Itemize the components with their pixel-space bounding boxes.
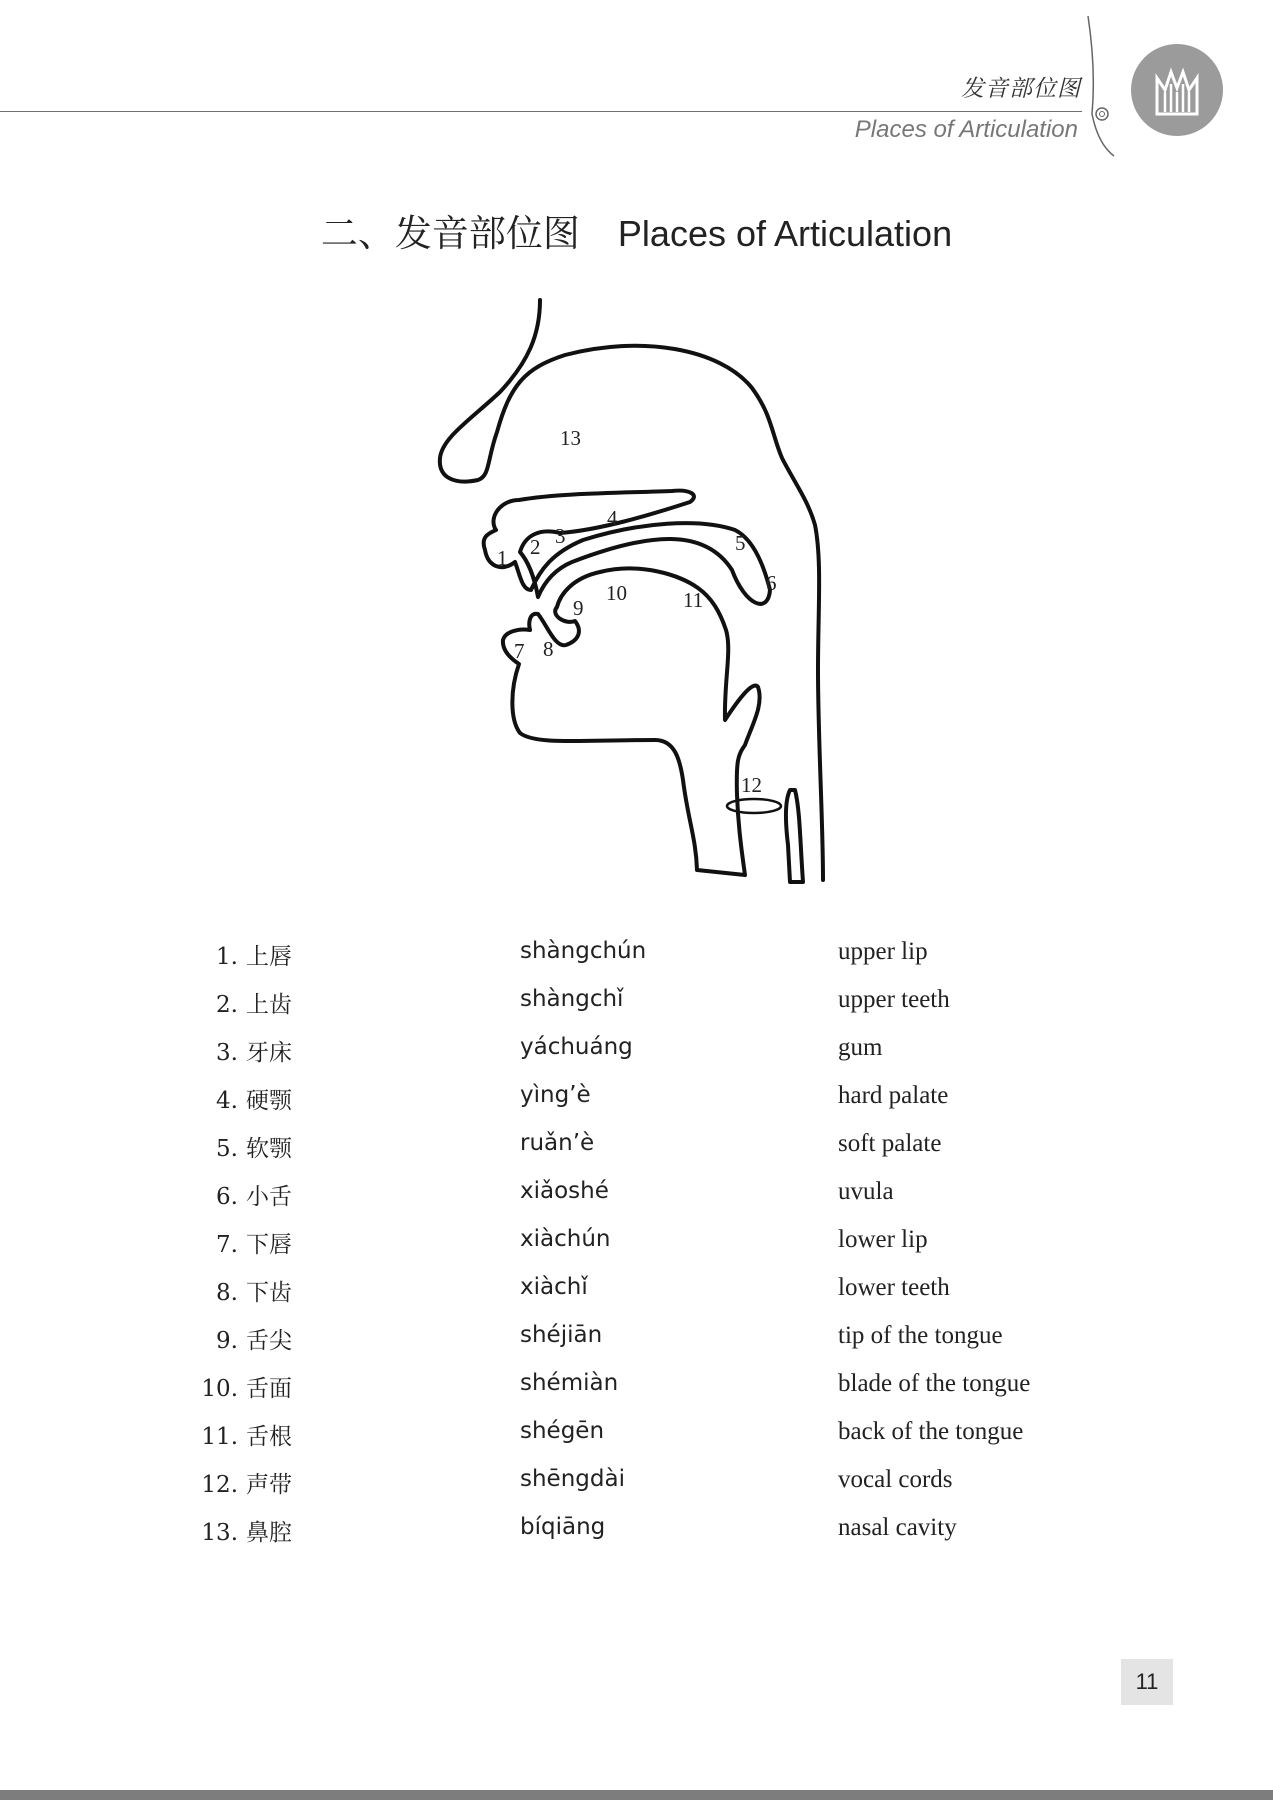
page-title-zh: 二、发音部位图 (320, 212, 580, 255)
list-item (0, 1130, 1273, 1178)
diagram-label-3: 3 (555, 524, 566, 548)
term-number: 6. (216, 1184, 238, 1210)
term-pinyin: shàngchǐ (520, 986, 624, 1012)
term-number: 2. (216, 992, 238, 1018)
term-pinyin: xiàchǐ (520, 1274, 588, 1300)
term-pinyin: bíqiāng (520, 1514, 606, 1540)
list-item (0, 1370, 1273, 1418)
term-english: upper teeth (838, 986, 950, 1013)
diagram-label-1: 1 (497, 546, 508, 570)
term-chinese: 软颚 (246, 1136, 292, 1162)
footer-bar (0, 1790, 1273, 1800)
term-english: lower teeth (838, 1274, 950, 1301)
term-pinyin: shégēn (520, 1418, 605, 1444)
term-number: 4. (216, 1088, 238, 1114)
term-chinese: 鼻腔 (246, 1520, 292, 1546)
term-chinese: 硬颚 (246, 1088, 292, 1114)
term-number: 13. (201, 1520, 238, 1546)
term-number: 5. (216, 1136, 238, 1162)
diagram-label-2: 2 (530, 535, 541, 559)
term-chinese: 小舌 (246, 1184, 292, 1210)
term-chinese: 下齿 (246, 1280, 292, 1306)
term-english: uvula (838, 1178, 894, 1205)
term-english: upper lip (838, 938, 928, 965)
list-item (0, 938, 1273, 986)
list-item (0, 986, 1273, 1034)
list-item (0, 1034, 1273, 1082)
term-number: 3. (216, 1040, 238, 1066)
term-english: tip of the tongue (838, 1322, 1003, 1349)
term-chinese: 声带 (246, 1472, 292, 1498)
diagram-label-13: 13 (560, 426, 581, 450)
diagram-label-4: 4 (607, 506, 618, 530)
term-pinyin: shéjiān (520, 1322, 603, 1348)
page-number: 11 (1121, 1659, 1173, 1705)
diagram-label-7: 7 (514, 639, 525, 663)
page-title-en: Places of Articulation (617, 213, 953, 254)
term-pinyin: yáchuáng (520, 1034, 633, 1060)
list-item (0, 1226, 1273, 1274)
term-english: hard palate (838, 1082, 949, 1109)
term-number: 9. (216, 1328, 238, 1354)
header-chapter-zh: 发音部位图 (961, 76, 1081, 102)
term-chinese: 舌面 (246, 1376, 292, 1402)
term-pinyin: xiàchún (520, 1226, 611, 1252)
list-item (0, 1322, 1273, 1370)
term-chinese: 舌尖 (246, 1328, 292, 1354)
term-english: gum (838, 1034, 883, 1061)
term-chinese: 舌根 (246, 1424, 292, 1450)
header-chapter-en: Places of Articulation (854, 116, 1078, 143)
tongue-outline (503, 568, 760, 875)
diagram-label-12: 12 (741, 773, 762, 797)
diagram-label-5: 5 (735, 531, 746, 555)
diagram-label-8: 8 (543, 637, 554, 661)
term-pinyin: shémiàn (520, 1370, 619, 1396)
term-chinese: 牙床 (246, 1040, 292, 1066)
vocal-cords-ellipse (727, 799, 781, 813)
term-pinyin: shēngdài (520, 1466, 625, 1492)
term-number: 7. (216, 1232, 238, 1258)
diagram-label-11: 11 (683, 588, 704, 612)
term-english: vocal cords (838, 1466, 953, 1493)
diagram-label-9: 9 (573, 596, 584, 620)
diagram-label-10: 10 (606, 581, 627, 605)
term-english: soft palate (838, 1130, 942, 1157)
term-pinyin: yìng’è (520, 1082, 591, 1108)
term-pinyin: xiǎoshé (520, 1178, 609, 1204)
term-chinese: 上唇 (246, 944, 292, 970)
term-english: back of the tongue (838, 1418, 1024, 1445)
term-pinyin: shàngchún (520, 938, 647, 964)
term-pinyin: ruǎn’è (520, 1130, 595, 1156)
diagram-label-6: 6 (766, 571, 777, 595)
term-number: 12. (201, 1472, 238, 1498)
list-item (0, 1466, 1273, 1514)
list-item (0, 1082, 1273, 1130)
term-number: 1. (216, 944, 238, 970)
list-item (0, 1274, 1273, 1322)
list-item (0, 1178, 1273, 1226)
term-english: nasal cavity (838, 1514, 957, 1541)
term-english: blade of the tongue (838, 1370, 1031, 1397)
term-number: 10. (201, 1376, 238, 1402)
term-number: 8. (216, 1280, 238, 1306)
term-english: lower lip (838, 1226, 928, 1253)
list-item (0, 1418, 1273, 1466)
epiglottis-outline (786, 790, 803, 882)
term-chinese: 上齿 (246, 992, 292, 1018)
term-number: 11. (201, 1424, 238, 1450)
list-item (0, 1514, 1273, 1562)
term-chinese: 下唇 (246, 1232, 292, 1258)
